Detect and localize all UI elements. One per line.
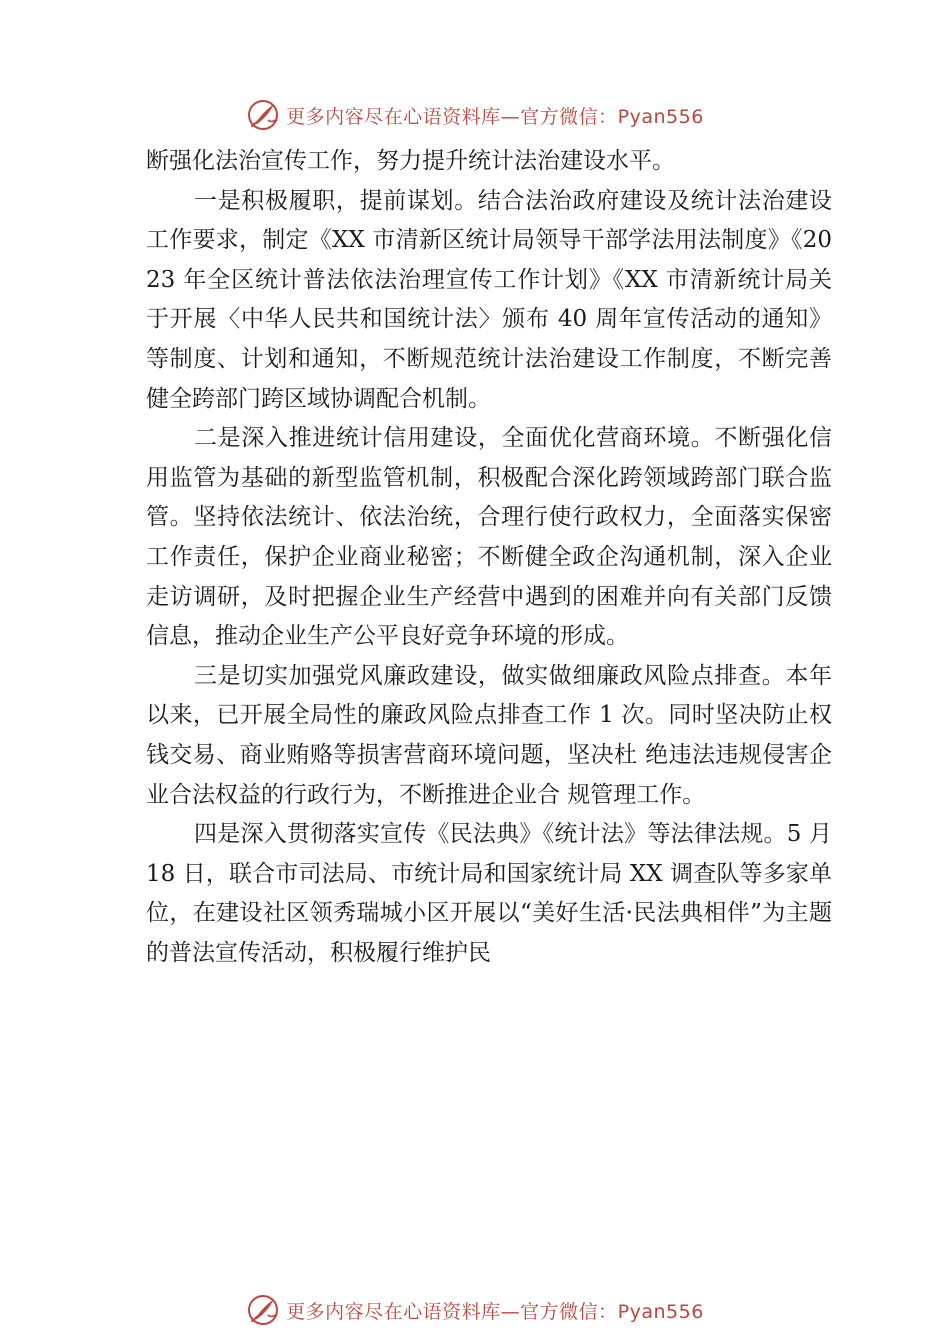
paragraph-continuation: 断强化法治宣传工作，努力提升统计法治建设水平。 bbox=[146, 148, 675, 174]
document-body bbox=[146, 142, 832, 973]
header-banner-text: 更多内容尽在心语资料库—官方微信：Pyan556 bbox=[286, 105, 704, 128]
footer-banner bbox=[0, 1290, 950, 1330]
header-banner bbox=[0, 95, 950, 135]
footer-banner-text: 更多内容尽在心语资料库—官方微信：Pyan556 bbox=[286, 1300, 704, 1323]
quill-pen-logo-icon bbox=[246, 98, 280, 132]
paragraph-item-3: 三是切实加强党风廉政建设，做实做细廉政风险点排查。本年以来，已开展全局性的廉政风险点排查工作 1 次。同时坚决防止权钱交易、商业贿赂等损害营商环境问题，坚决杜 绝违法违规侵害企业合法权益的行政行为，不断推进企业合 规管理工作。 bbox=[146, 662, 832, 808]
paragraph-item-2: 二是深入推进统计信用建设，全面优化营商环境。不断强化信用监管为基础的新型监管机制，积极配合深化跨领域跨部门联合监管。坚持依法统计、依法治统，合理行使行政权力，全面落实保密工作责任，保护企业商业秘密；不断健全政企沟通机制，深入企业走访调研，及时把握企业生产经营中遇到的困难并向有关部门反馈信息，推动企业生产公平良好竞争环境的形成。 bbox=[146, 425, 832, 650]
paragraph-item-4: 四是深入贯彻落实宣传《民法典》《统计法》等法律法规。5 月 18 日，联合市司法局、市统计局和国家统计局 XX 调查队等多家单位，在建设社区领秀瑞城小区开展以“美好生活·民法典相伴”为主题的普法宣传活动，积极履行维护民 bbox=[146, 821, 832, 966]
quill-pen-logo-icon bbox=[246, 1293, 280, 1327]
paragraph-item-1: 一是积极履职，提前谋划。结合法治政府建设及统计法治建设工作要求，制定《XX 市清新区统计局领导干部学法用法制度》《2023 年全区统计普法依法治理宣传工作计划》《XX 市清新统计局关于开展〈中华人民共和国统计法〉颁布 40 周年宣传活动的通知》等制度、计划和通知，不断规范统计法治建设工作制度，不断完善健全跨部门跨区域协调配合机制。 bbox=[146, 187, 832, 412]
